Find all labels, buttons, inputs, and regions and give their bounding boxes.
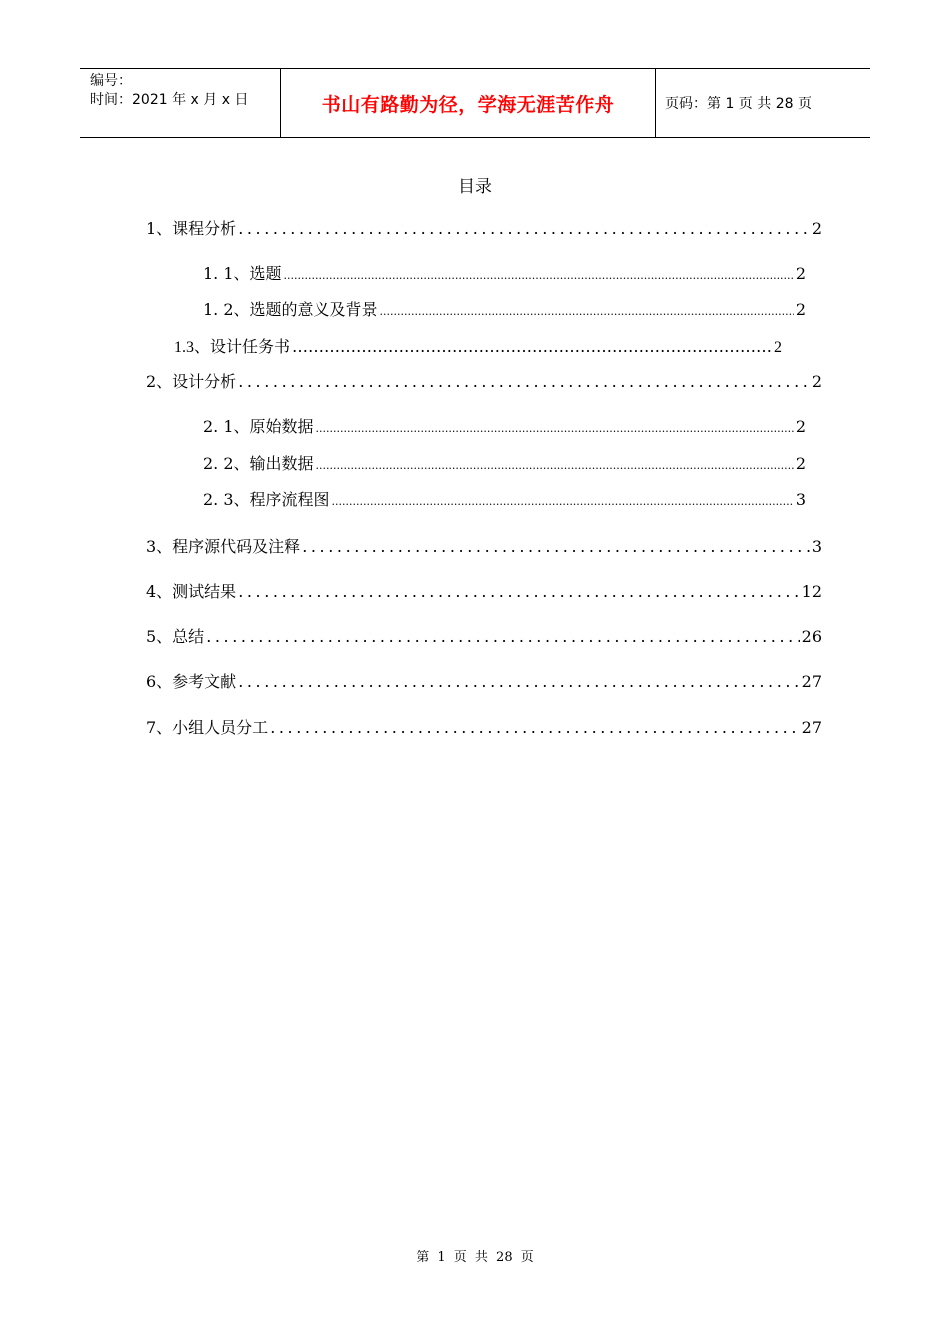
document-header: [80, 68, 870, 138]
toc-entry-label: 2. 3、程序流程图: [203, 490, 330, 509]
toc-entry-page: 3: [811, 537, 822, 556]
toc-leader-dots: [302, 537, 810, 556]
toc-entry-page: 2: [795, 300, 806, 319]
toc-entry-label: 1、课程分析: [146, 219, 237, 238]
toc-leader-dots: [332, 490, 794, 509]
toc-leader-dots: [292, 337, 772, 356]
toc-entry-page: 27: [801, 672, 822, 691]
toc-entry-label: 2. 2、输出数据: [203, 454, 314, 473]
toc-entry-label: 2、设计分析: [146, 372, 237, 391]
toc-entry[interactable]: [146, 216, 822, 239]
toc-entry[interactable]: [203, 261, 806, 284]
toc-entry[interactable]: [146, 579, 822, 602]
document-date-label: 时间：2021 年 x 月 x 日: [90, 92, 249, 108]
toc-entry-page: 2: [795, 454, 806, 473]
toc-entry-label: 2. 1、原始数据: [203, 417, 314, 436]
header-page-info: 页码：第 1 页 共 28 页: [665, 96, 812, 112]
toc-entry-label: 4、测试结果: [146, 582, 237, 601]
toc-entry-page: 12: [801, 582, 822, 601]
toc-leader-dots: [238, 372, 810, 391]
toc-entry[interactable]: [146, 369, 822, 392]
toc-entry-label: 1. 1、选题: [203, 264, 282, 283]
header-motto-cell: [280, 69, 656, 137]
toc-entry[interactable]: [203, 414, 806, 437]
toc-leader-dots: [238, 672, 799, 691]
toc-entry-page: 3: [795, 490, 806, 509]
toc-entry[interactable]: [146, 669, 822, 692]
toc-leader-dots: [270, 718, 799, 737]
toc-leader-dots: [238, 219, 810, 238]
toc-leader-dots: [284, 264, 794, 283]
toc-leader-dots: [238, 582, 799, 601]
toc-entry-label: 6、参考文献: [146, 672, 237, 691]
toc-entry[interactable]: [174, 334, 782, 357]
toc-entry[interactable]: [203, 451, 806, 474]
toc-entry[interactable]: [203, 487, 806, 510]
header-meta-cell: [80, 69, 280, 137]
toc-leader-dots: [206, 627, 799, 646]
toc-entry-page: 2: [811, 372, 822, 391]
toc-entry[interactable]: [203, 297, 806, 320]
toc-entry-page: 26: [801, 627, 822, 646]
toc-entry-label: 3、程序源代码及注释: [146, 537, 301, 556]
header-page-cell: [655, 69, 870, 137]
toc-entry-page: 2: [795, 417, 806, 436]
toc-entry-label: 7、小组人员分工: [146, 718, 269, 737]
toc-entry[interactable]: [146, 715, 822, 738]
toc-leader-dots: [316, 417, 794, 436]
toc-leader-dots: [316, 454, 794, 473]
header-motto: 书山有路勤为径，学海无涯苦作舟: [321, 93, 615, 116]
toc-entry-label: 1.3、设计任务书: [174, 339, 291, 356]
toc-entry-label: 1. 2、选题的意义及背景: [203, 300, 378, 319]
document-number-label: 编号：: [90, 73, 132, 89]
toc-entry-page: 2: [795, 264, 806, 283]
toc-entry-page: 2: [774, 339, 782, 356]
page-footer: 第 1 页 共 28 页: [416, 1250, 534, 1265]
toc-entry-page: 2: [811, 219, 822, 238]
toc-entry-label: 5、总结: [146, 627, 205, 646]
toc-entry-page: 27: [801, 718, 822, 737]
toc-entry[interactable]: [146, 624, 822, 647]
toc-entry[interactable]: [146, 534, 822, 557]
toc-title: 目录: [458, 177, 492, 197]
toc-leader-dots: [380, 300, 794, 319]
